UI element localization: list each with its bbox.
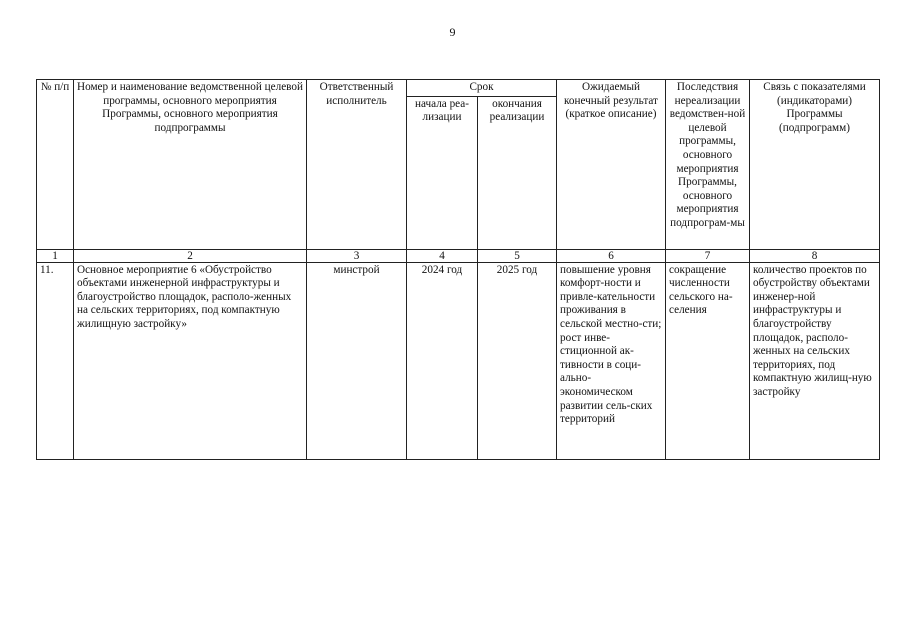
row-name: Основное мероприятие 6 «Обустройство объектами инженерной инфраструктуры и благоустройство площадок, располо-женных на сельских территориях, под компактную жилищную застройку»: [74, 262, 307, 459]
header-result: Ожидаемый конечный результат (краткое описание): [557, 80, 666, 250]
column-numbers-row: [37, 249, 880, 262]
row-consequences: сокращение численности сельского на-селения: [666, 262, 750, 459]
column-number: 2: [74, 249, 307, 262]
column-number: 8: [750, 249, 880, 262]
row-start: 2024 год: [407, 262, 478, 459]
header-row: [37, 80, 880, 97]
column-number: 3: [307, 249, 407, 262]
row-executor: минстрой: [307, 262, 407, 459]
program-table: [36, 79, 880, 460]
header-term: Срок: [407, 80, 557, 97]
column-number: 5: [478, 249, 557, 262]
header-executor: Ответственный исполнитель: [307, 80, 407, 250]
page-number: 9: [449, 25, 456, 39]
header-consequences: Последствия нереализации ведомствен-ной целевой программы, основного мероприятия Программы, основного мероприятия подпрограм-мы: [666, 80, 750, 250]
header-term-start: начала реа-лизации: [407, 96, 478, 249]
row-end: 2025 год: [478, 262, 557, 459]
column-number: 6: [557, 249, 666, 262]
column-number: 1: [37, 249, 74, 262]
row-link: количество проектов по обустройству объектами инженер-ной инфраструктуры и благоустройству площадок, располо-женных на сельских территориях, под компактную жилищ-ную застройку: [750, 262, 880, 459]
header-name: Номер и наименование ведомственной целевой программы, основного мероприятия Программы, основного мероприятия подпрограммы: [74, 80, 307, 250]
column-number: 4: [407, 249, 478, 262]
table-row: [37, 262, 880, 459]
header-num: № п/п: [37, 80, 74, 250]
row-num: 11.: [37, 262, 74, 459]
header-term-end: окончания реализации: [478, 96, 557, 249]
header-link: Связь с показателями (индикаторами) Программы (подпрограмм): [750, 80, 880, 250]
row-result: повышение уровня комфорт-ности и привле-кательности проживания в сельской местно-сти; рост инве-стиционной ак-тивности в соци-ально-экономическом развитии сель-ских территорий: [557, 262, 666, 459]
column-number: 7: [666, 249, 750, 262]
